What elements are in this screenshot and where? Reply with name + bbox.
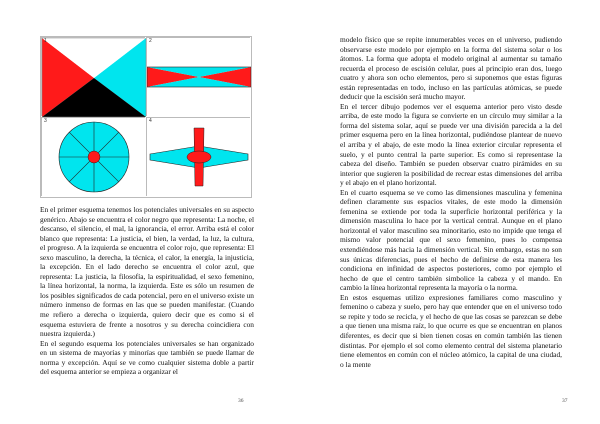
- paragraph: En el primer esquema tenemos los potenciales universales en su aspecto genérico. Abajo se encuentra el color negro que representa: La noche, el descanso, el silencio, el mal, la ignorancia, el error. Arriba está el color blanco que representa: La justicia, el bien, la verdad, la luz, la cultura, el progreso. A la izquierda se encuentra el color rojo, que representa: El sexo masculino, la derecha, la técnica, el calor, la energía, la injusticia, la excepción. En el lado derecho se encuentra el color azul, que representa: La justicia, la filosofía, la espiritualidad, el sexo femenino, la línea horizontal, la norma, la izquierda. Este es sólo un resumen de los posibles significados de cada potencial, pero en el universo existe un número inmenso de formas en las que se pueden manifestar. (Cuando me refiero a derecha o izquierda, quiero decir que es como si el esquema estuviera de frente a nosotros y su derecha coincidiera con nuestra izquierda.): [40, 205, 254, 339]
- figure-3-number: 3: [44, 118, 47, 124]
- figure-4-number: 4: [149, 118, 152, 124]
- paragraph: En el cuarto esquema se ve como las dimensiones masculina y femenina definen claramente sus espacios vitales, de este modo la dimensión femenina se extiende por toda la superficie horizontal periférica y la dimensión masculina lo hace por la vertical central. Aunque en el plano horizontal el valor masculino sea minoritario, esto no impide que tenga el mismo valor potencial que el sexo femenino, pues lo compensa extendiéndose más hacia la dimensión vertical. Sin embargo, estas no son sus únicas diferencias, pues el hecho de definirse de esta manera les condiciona en infinidad de aspectos posteriores, como por ejemplo el hecho de que el centro también simbolice la cabeza y el mando. En cambio la línea horizontal representa la mayoría o la norma.: [340, 187, 562, 293]
- figure-2-majority-minority: [146, 37, 250, 116]
- figure-4-drawing: [147, 118, 251, 197]
- right-body-text: [340, 35, 562, 369]
- paragraph: En el segundo esquema los potenciales universales se han organizado en un sistema de mayorías y minorías que también se puede llamar de norma y excepción. Aquí se ve como cualquier sistema doble a partir del esquema anterior se empieza a organizar el: [40, 338, 254, 377]
- page-number: 37: [562, 398, 568, 404]
- figure-3-drawing: [42, 118, 146, 197]
- figure-3-top-view-circle: [41, 117, 145, 196]
- figure-4-masculine-feminine-dimensions: [146, 117, 250, 196]
- figure-1-number: 1: [44, 38, 47, 44]
- figure-2-drawing: [147, 38, 251, 117]
- figure-grid: [40, 36, 252, 198]
- paragraph: modelo físico que se repite innumerables veces en el universo, pudiendo observarse este modelo por ejemplo en la forma del sistema solar o los átomos. La forma que adopta el modelo original al aumentar su tamaño recuerda el proceso de escisión celular, pues al principio eran dos, luego cuatro y ahora son ocho elementos, pero si suponemos que estas figuras están representadas en todo, incluso en las partículas atómicas, se puede deducir que la escisión será mucho mayor.: [340, 35, 562, 102]
- paragraph: En estos esquemas utilizo expresiones familiares como masculino y femenino o cabeza y suelo, pero hay que entender que en el universo todo se repite y todo se recicla, y el hecho de que las cosas se parezcan se debe a que tienen una misma raíz, lo que ocurre es que se encuentran en planos diferentes, es decir que si bien tienen cosas en común también las tienen distintas. Por ejemplo el sol como elemento central del sistema planetario tiene elementos en común con el núcleo atómico, la capital de una ciudad, o la mente: [340, 292, 562, 369]
- paragraph: En el tercer dibujo podemos ver el esquema anterior pero visto desde arriba, de este modo la figura se convierte en un círculo muy similar a la forma del sistema solar, aquí se puede ver una división parecida a la del primer esquema pero en la línea horizontal, pudiéndose plantear de nuevo el arriba y el abajo, de este modo la línea exterior circular representa el suelo, y el punto central la parte superior. Es como si representase la cabeza del diseño. También se pueden observar cuatro pirámides en su interior que sugieren la posibilidad de recrear estas dimensiones del arriba y el abajo en el plano horizontal.: [340, 101, 562, 188]
- left-body-text: [40, 205, 254, 377]
- figure-2-number: 2: [149, 38, 152, 44]
- figure-1-drawing: [42, 38, 146, 117]
- page-number: 36: [238, 398, 244, 404]
- figure-1-universal-potentials: [41, 37, 145, 116]
- right-page: [300, 0, 600, 424]
